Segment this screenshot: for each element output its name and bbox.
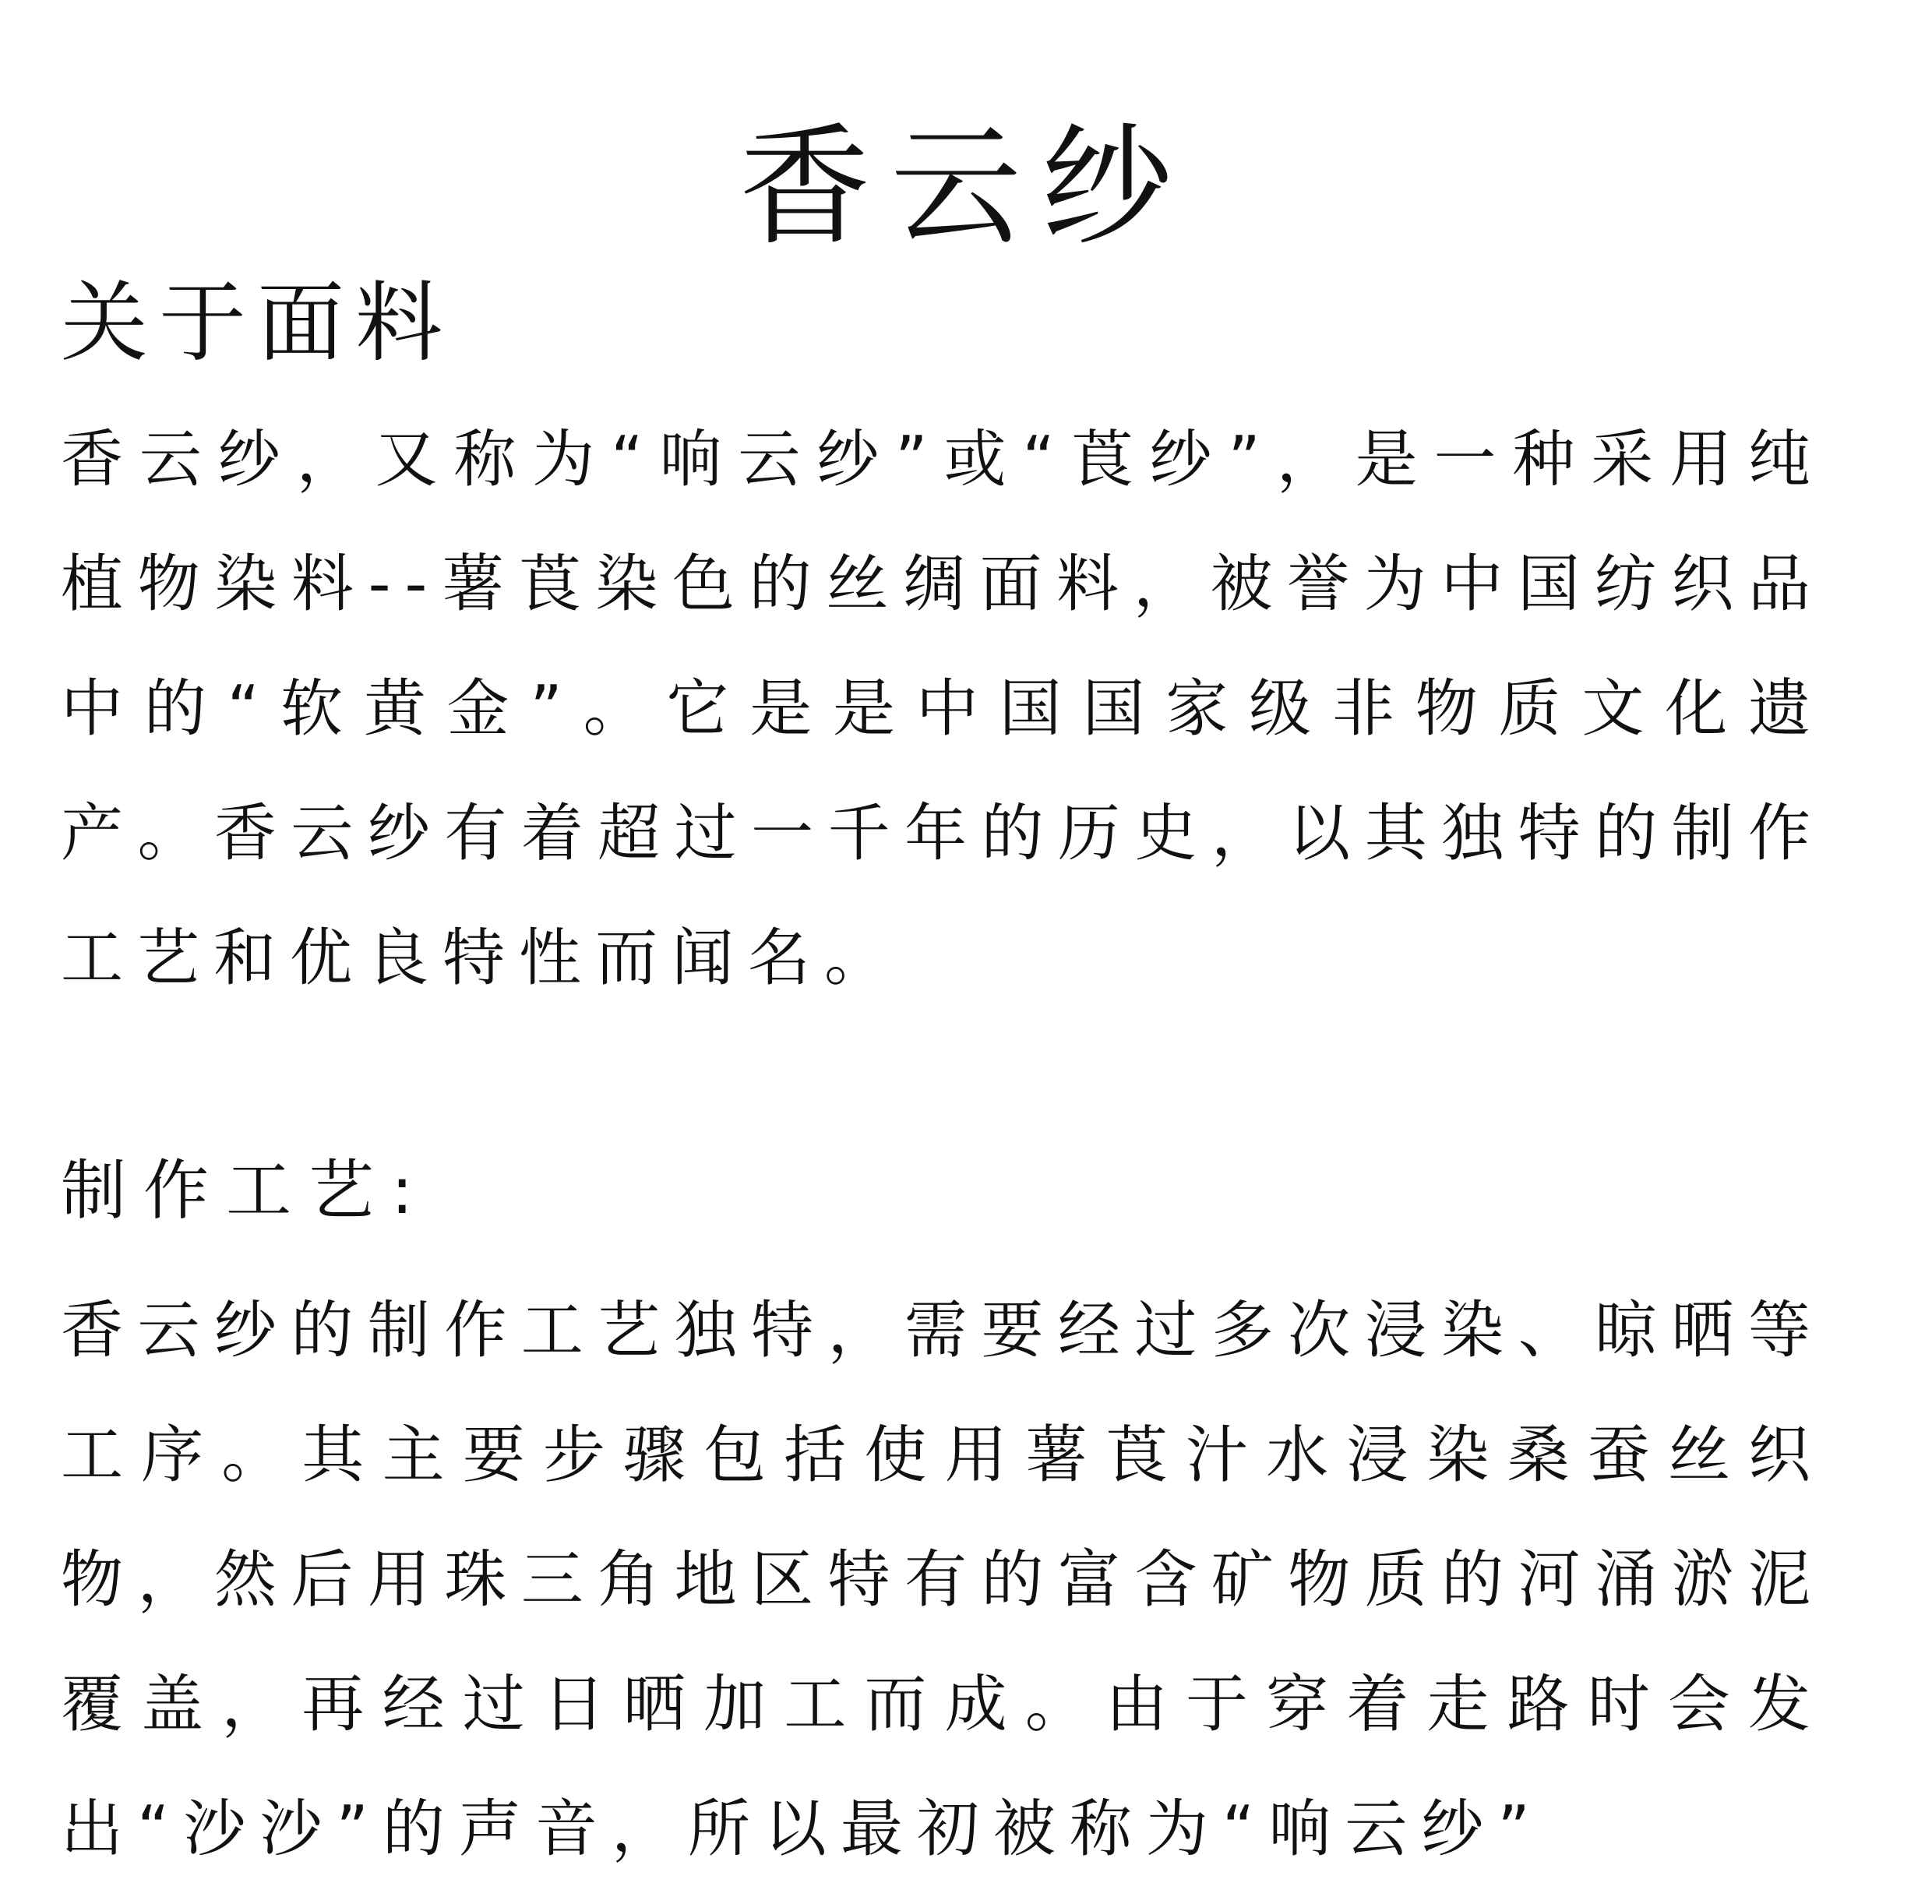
paragraph-production-process: 香云纱的制作工艺独特，需要经过多次浸染、晾晒等工序。其主要步骤包括使用薯莨汁水浸染桑蚕丝织物，然后用珠三角地区特有的富含矿物质的河涌淤泥覆盖，再经过日晒加工而成。由于穿着走路时会发出“沙沙”的声音，所以最初被称为“响云纱” [61,1294,1824,1865]
section-heading-production-process: 制作工艺: [61,1152,431,1229]
paragraph-about-fabric: 香云纱，又称为“响云纱”或“莨纱”，是一种采用纯植物染料--薯莨染色的丝绸面料，被誉为中国纺织品中的“软黄金”。它是是中国国家级非物质文化遗产。香云纱有着超过一千年的历史，以其独特的制作工艺和优良特性而闻名。 [61,423,1824,994]
section-heading-about-fabric: 关于面料 [61,273,453,374]
document-title: 香云纱 [739,111,1193,263]
